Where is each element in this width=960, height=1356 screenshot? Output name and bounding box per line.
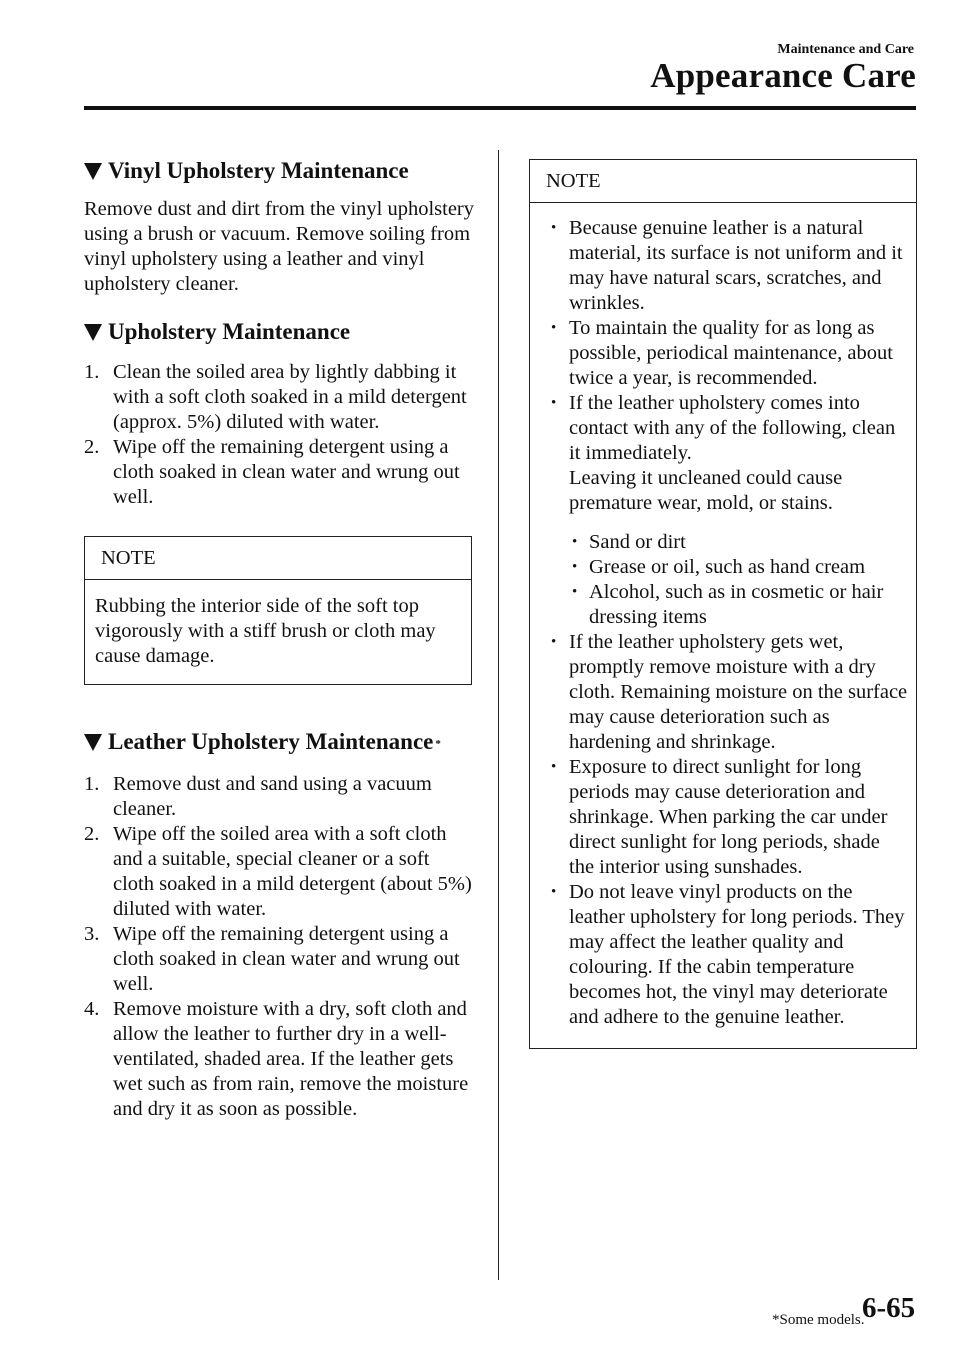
- left-column: [84, 154, 474, 1122]
- step-text: Remove dust and sand using a vacuum cleaner.: [113, 773, 432, 820]
- leather-heading-text: Leather Upholstery Maintenance: [108, 729, 434, 754]
- section-triangle-icon: [84, 734, 102, 751]
- footnote: *Some models.: [772, 1312, 865, 1328]
- header-rule: [84, 106, 916, 110]
- step-text: Wipe off the soiled area with a soft cloth and a suitable, special cleaner or a soft cloth soaked in a mild detergent (about 5%) diluted with water.: [113, 823, 472, 920]
- list-item: [84, 922, 474, 997]
- list-item: • To maintain the quality for as long as possible, periodical maintenance, about twice a year, is recommended.: [548, 316, 908, 391]
- upholstery-note-box: [84, 536, 472, 685]
- list-item: [548, 391, 908, 630]
- list-item: • Because genuine leather is a natural material, its surface is not uniform and it may have natural scars, scratches, and wrinkles.: [548, 216, 908, 316]
- step-number: 3.: [84, 923, 100, 945]
- leather-steps: [84, 772, 474, 1122]
- step-number: 4.: [84, 998, 100, 1020]
- vinyl-heading: [84, 154, 474, 188]
- header-section-label: Maintenance and Care: [777, 42, 914, 57]
- list-item: • Sand or dirt: [569, 530, 908, 555]
- list-item: [84, 997, 474, 1122]
- upholstery-heading: [84, 315, 474, 349]
- sub-bullets: [569, 530, 908, 630]
- some-models-asterisk: *: [435, 738, 441, 750]
- step-number: 1.: [84, 361, 100, 383]
- step-number: 2.: [84, 823, 100, 845]
- vinyl-paragraph: Remove dust and dirt from the vinyl upholstery using a brush or vacuum. Remove soiling from vinyl upholstery using a leather and vinyl upholstery cleaner.: [84, 198, 475, 295]
- note-label: NOTE: [530, 160, 916, 203]
- step-number: 2.: [84, 436, 100, 458]
- list-item: [84, 360, 474, 435]
- list-item: • If the leather upholstery gets wet, promptly remove moisture with a dry cloth. Remaining moisture on the surface may cause deterioration such as hardening and shrinkage.: [548, 630, 908, 755]
- list-item: • Do not leave vinyl products on the leather upholstery for long periods. They may affect the leather quality and colouring. If the cabin temperature becomes hot, the vinyl may deteriorate and adhere to the genuine leather.: [548, 880, 908, 1030]
- list-item: • Exposure to direct sunlight for long periods may cause deterioration and shrinkage. When parking the car under direct sunlight for long periods, shade the interior using sunshades.: [548, 755, 908, 880]
- list-item: • Grease or oil, such as hand cream: [569, 555, 908, 580]
- vinyl-heading-text: Vinyl Upholstery Maintenance: [108, 158, 409, 183]
- step-text: Clean the soiled area by lightly dabbing it with a soft cloth soaked in a mild detergent (approx. 5%) diluted with water.: [113, 361, 467, 433]
- upholstery-steps: [84, 360, 474, 510]
- column-divider: [498, 150, 499, 1280]
- section-triangle-icon: [84, 163, 102, 180]
- list-item: [84, 822, 474, 922]
- section-triangle-icon: [84, 324, 102, 341]
- list-item: [84, 772, 474, 822]
- note-text: Rubbing the interior side of the soft top vigorously with a stiff brush or cloth may cause damage.: [95, 595, 436, 667]
- step-number: 1.: [84, 773, 100, 795]
- note-label: NOTE: [85, 537, 471, 580]
- leather-heading: [84, 723, 474, 761]
- bullet-text: Leaving it uncleaned could cause premature wear, mold, or stains.: [569, 467, 843, 514]
- note-body: [530, 203, 916, 1048]
- leather-note-box: [529, 159, 917, 1049]
- list-item: [84, 435, 474, 510]
- step-text: Wipe off the remaining detergent using a cloth soaked in clean water and wrung out well.: [113, 436, 460, 508]
- upholstery-heading-text: Upholstery Maintenance: [108, 319, 351, 344]
- page-title: Appearance Care: [650, 56, 916, 95]
- note-bullets: [548, 216, 908, 1030]
- list-item: • Alcohol, such as in cosmetic or hair dressing items: [569, 580, 908, 630]
- page-number: 6-65: [862, 1292, 916, 1324]
- bullet-text: • If the leather upholstery comes into contact with any of the following, clean it immediately.: [569, 392, 896, 464]
- step-text: Wipe off the remaining detergent using a cloth soaked in clean water and wrung out well.: [113, 923, 460, 995]
- step-text: Remove moisture with a dry, soft cloth and allow the leather to further dry in a well-ventilated, shaded area. If the leather gets wet such as from rain, remove the moisture and dry it as soon as possible.: [113, 998, 469, 1120]
